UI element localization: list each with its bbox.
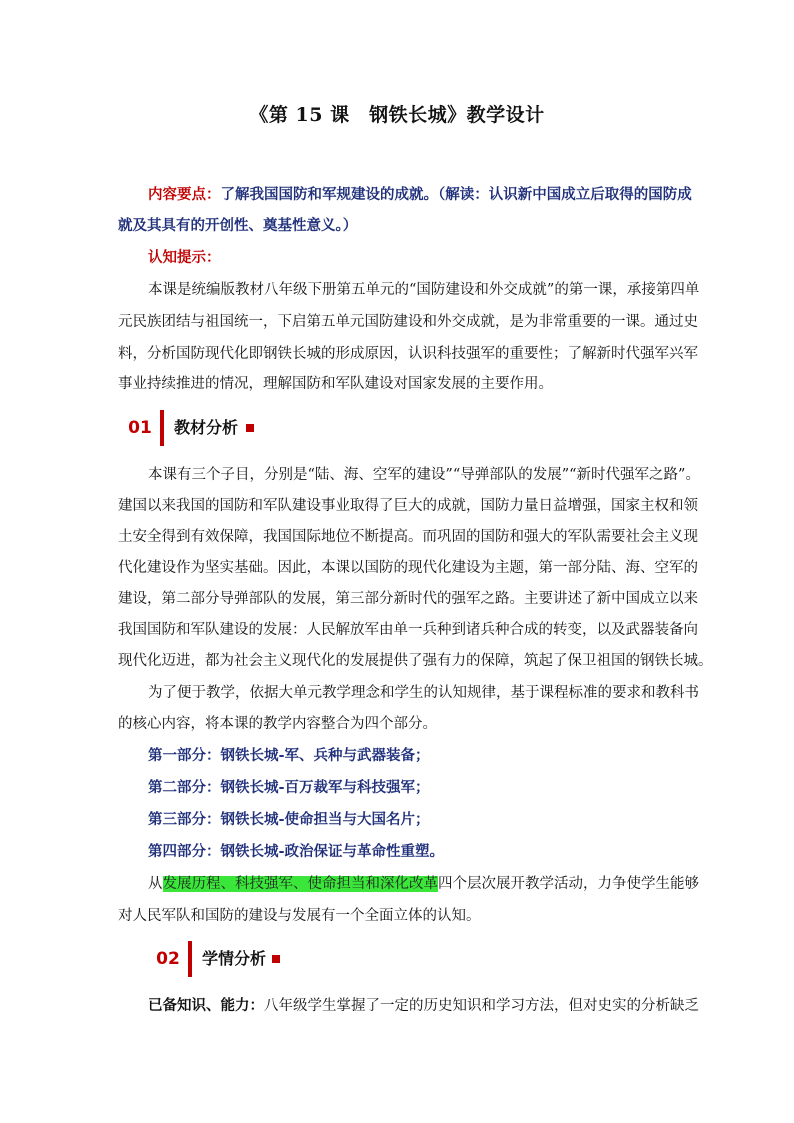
part-list-item: 第三部分：钢铁长城-使命担当与大国名片； <box>148 811 430 828</box>
analysis-paragraph-line: 本课有三个子目，分别是“陆、海、空军的建设”“导弹部队的发展”“新时代强军之路”。 <box>148 467 700 483</box>
closing-line <box>148 874 718 894</box>
interpretation-text-2: 就及其具有的开创性、奠基性意义。） <box>118 217 358 234</box>
section-number: 01 <box>128 418 152 438</box>
section-heading-textbook-analysis <box>122 410 262 446</box>
key-points-line <box>148 185 718 205</box>
section-label: 教材分析 <box>174 418 239 437</box>
section-bar-decoration <box>188 941 192 977</box>
analysis-paragraph-line: 建设，第二部分导弹部队的发展，第三部分新时代的强军之路。主要讲述了新中国成立以来 <box>118 591 698 607</box>
prior-knowledge-label: 已备知识、能力： <box>148 997 264 1014</box>
intro-paragraph-line: 事业持续推进的情况，理解国防和军队建设对国家发展的主要作用。 <box>118 376 553 392</box>
prior-knowledge-text: 八年级学生掌握了一定的历史知识和学习方法，但对史实的分析缺乏 <box>264 998 699 1014</box>
key-points-text: 了解我国国防和军规建设的成就。 <box>220 186 438 203</box>
intro-paragraph-line: 本课是统编版教材八年级下册第五单元的“国防建设和外交成就”的第一课，承接第四单 <box>148 282 700 298</box>
key-points-label: 内容要点： <box>148 186 221 203</box>
closing-prefix: 从 <box>148 876 163 892</box>
part-list-item: 第一部分：钢铁长城-军、兵种与武器装备； <box>148 747 430 764</box>
section-heading-learner-analysis <box>150 941 290 977</box>
square-bullet-icon <box>246 424 254 432</box>
analysis-paragraph-line: 现代化迈进，都为社会主义现代化的发展提供了强有力的保障，筑起了保卫祖国的钢铁长城。 <box>118 653 713 669</box>
section-label: 学情分析 <box>202 949 267 968</box>
intro-paragraph-line: 元民族团结与祖国统一，下启第五单元国防建设和外交成就，是为非常重要的一课。通过史 <box>118 314 698 330</box>
analysis-paragraph-line: 我国国防和军队建设的发展：人民解放军由单一兵种到诸兵种合成的转变，以及武器装备向 <box>118 622 698 638</box>
analysis-paragraph-line: 代化建设作为坚实基础。因此，本课以国防的现代化建设为主题，第一部分陆、海、空军的 <box>118 560 698 576</box>
teaching-paragraph-line: 的核心内容，将本课的教学内容整合为四个部分。 <box>118 716 437 732</box>
teaching-paragraph-line: 为了便于教学，依据大单元教学理念和学生的认知规律，基于课程标准的要求和教科书 <box>148 685 699 701</box>
closing-line-2: 对人民军队和国防的建设与发展有一个全面立体的认知。 <box>118 908 481 924</box>
closing-suffix: 四个层次展开教学活动，力争使学生能够 <box>438 876 699 892</box>
square-bullet-icon <box>272 955 280 963</box>
page-title: 《第 15 课 钢铁长城》教学设计 <box>249 104 545 126</box>
part-list-item: 第四部分：钢铁长城-政治保证与革命性重塑。 <box>148 843 445 860</box>
interpretation-text-1: （解读：认识新中国成立后取得的国防成 <box>438 186 692 203</box>
analysis-paragraph-line: 土安全得到有效保障，我国国际地位不断提高。而巩固的国防和强大的军队需要社会主义现 <box>118 529 698 545</box>
part-list-item: 第二部分：钢铁长城-百万裁军与科技强军； <box>148 779 430 796</box>
section-bar-decoration <box>160 410 164 446</box>
intro-paragraph-line: 料，分析国防现代化即钢铁长城的形成原因，认识科技强军的重要性；了解新时代强军兴军 <box>118 346 698 362</box>
interpretation-line <box>118 216 688 236</box>
hint-line <box>148 248 718 268</box>
section-number: 02 <box>156 949 180 969</box>
cognitive-hint-label: 认知提示： <box>148 249 221 266</box>
highlighted-text: 发展历程、科技强军、使命担当和深化改革 <box>162 876 438 892</box>
analysis-paragraph-line: 建国以来我国的国防和军队建设事业取得了巨大的成就，国防力量日益增强，国家主权和领 <box>118 498 698 514</box>
prior-knowledge-line <box>148 996 718 1016</box>
